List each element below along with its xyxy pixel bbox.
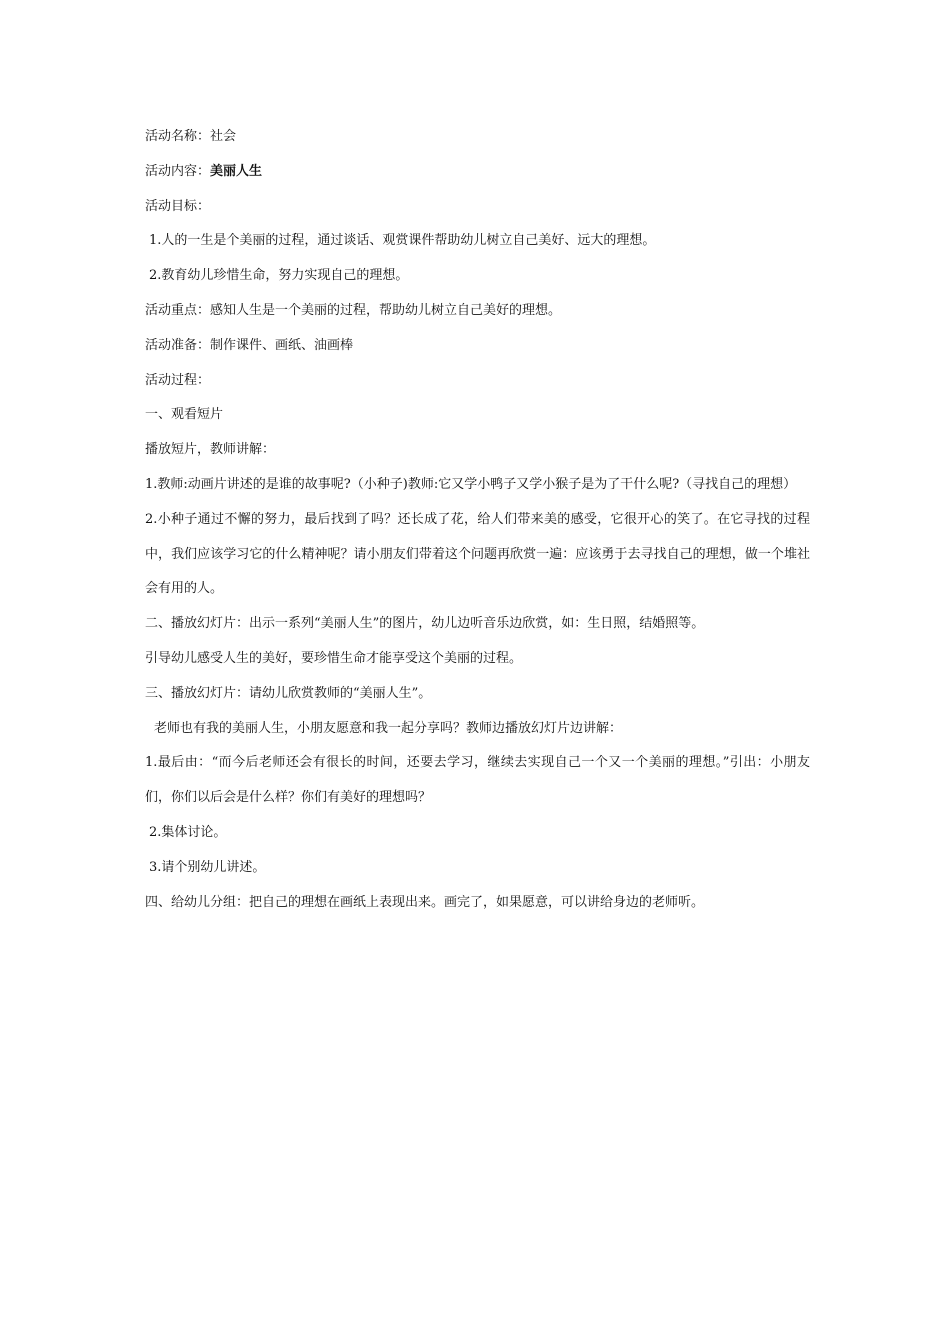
activity-preparation: 活动准备：制作课件、画纸、油画棒 <box>145 337 354 353</box>
step1-intro: 播放短片，教师讲解： <box>145 442 276 458</box>
activity-process-label: 活动过程： <box>145 372 211 388</box>
step3-title: 三、播放幻灯片：请幼儿欣赏教师的“美丽人生”。 <box>145 685 432 701</box>
step4: 四、给幼儿分组：把自己的理想在画纸上表现出来。画完了，如果愿意，可以讲给身边的老师听。 <box>145 894 705 910</box>
step3-paragraph-3: 3.请个别幼儿讲述。 <box>149 859 266 875</box>
activity-focus: 活动重点：感知人生是一个美丽的过程，帮助幼儿树立自己美好的理想。 <box>145 302 562 318</box>
step2-title: 二、播放幻灯片：出示一系列“美丽人生”的图片，幼儿边听音乐边欣赏，如：生日照，结婚照等。 <box>145 616 705 632</box>
step3-paragraph-2: 2.集体讨论。 <box>149 824 227 840</box>
activity-content-label: 活动内容： <box>145 163 211 179</box>
step1-paragraph-1: 1.教师:动画片讲述的是谁的故事呢?（小种子)教师:它又学小鸭子又学小猴子是为了干什么呢?（寻找自己的理想） <box>145 476 797 492</box>
step3-intro: 老师也有我的美丽人生，小朋友愿意和我一起分享吗？教师边播放幻灯片边讲解： <box>154 720 623 736</box>
activity-goal-label: 活动目标： <box>145 198 211 214</box>
step1-paragraph-2: 2.小种子通过不懈的努力，最后找到了吗？还长成了花，给人们带来美的感受，它很开心的笑了。在它寻找的过程中，我们应该学习它的什么精神呢？请小朋友们带着这个问题再欣赏一遍：应该勇于去寻找自己的理想，做一个堆社会有用的人。 <box>145 511 810 597</box>
activity-content-line <box>145 155 810 190</box>
document-body <box>145 120 810 920</box>
step2-guide: 引导幼儿感受人生的美好，要珍惜生命才能享受这个美丽的过程。 <box>145 650 523 666</box>
activity-content-value: 美丽人生 <box>210 163 263 179</box>
activity-name-label: 活动名称： <box>145 129 211 144</box>
goal-item-1: 1.人的一生是个美丽的过程，通过谈话、观赏课件帮助幼儿树立自己美好、远大的理想。 <box>149 233 656 249</box>
step3-paragraph-1: 1.最后由：“而今后老师还会有很长的时间，还要去学习，继续去实现自己一个又一个美丽的理想。”引出：小朋友们，你们以后会是什么样？你们有美好的理想吗？ <box>145 755 810 806</box>
goal-item-2: 2.教育幼儿珍惜生命，努力实现自己的理想。 <box>149 268 409 284</box>
activity-name-value: 社会 <box>210 129 237 144</box>
activity-name-line <box>145 120 810 155</box>
step1-title: 一、观看短片 <box>145 407 224 423</box>
